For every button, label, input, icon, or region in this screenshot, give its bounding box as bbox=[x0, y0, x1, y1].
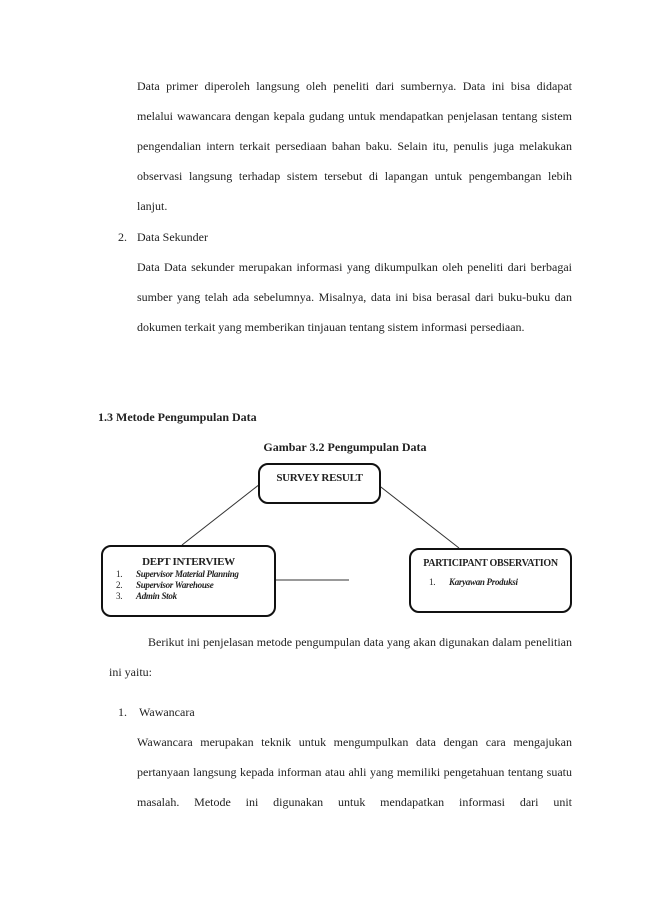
diagram-box-survey-result bbox=[258, 463, 381, 504]
box-item-list bbox=[429, 577, 570, 588]
paragraph-metode-intro: Berikut ini penjelasan metode pengumpulan data yang akan digunakan dalam penelitian ini yaitu: bbox=[109, 635, 572, 679]
paragraph-data-sekunder: Data Data sekunder merupakan informasi yang dikumpulkan oleh peneliti dari berbagai sumber yang telah ada sebelumnya. Misalnya, data ini bisa berasal dari buku-buku dan dokumen terkait yang memberikan tinjauan tentang sistem informasi persediaan. bbox=[137, 260, 572, 334]
box-item-list bbox=[116, 569, 274, 602]
list-item-wawancara bbox=[118, 704, 318, 720]
box-list-item: 1. Karyawan Produksi bbox=[429, 577, 518, 587]
box-list-item: 2. Supervisor Warehouse bbox=[116, 580, 214, 590]
box-title: DEPT INTERVIEW bbox=[142, 556, 235, 568]
diagram-box-participant-observation bbox=[409, 548, 572, 613]
box-list-item: 1. Supervisor Material Planning bbox=[116, 569, 239, 579]
box-title: SURVEY RESULT bbox=[276, 472, 363, 484]
connector-top-left bbox=[182, 484, 260, 545]
paragraph-data-primer: Data primer diperoleh langsung oleh peneliti dari sumbernya. Data ini bisa didapat melalui wawancara dengan kepala gudang untuk mendapatkan penjelasan tentang sistem pengendalian intern terkait persediaan bahan baku. Selain itu, penulis juga melakukan observasi langsung terhadap sistem tersebut di lapangan untuk pengembangan lebih lanjut. bbox=[137, 79, 572, 213]
list-number: 2. bbox=[118, 230, 127, 244]
diagram-box-dept-interview bbox=[101, 545, 276, 617]
box-list-item: 3. Admin Stok bbox=[116, 591, 177, 601]
section-heading: 1.3 Metode Pengumpulan Data bbox=[98, 410, 257, 424]
list-label: Wawancara bbox=[139, 705, 195, 719]
box-title: PARTICIPANT OBSERVATION bbox=[423, 558, 558, 569]
list-number: 1. bbox=[118, 705, 127, 719]
list-label: Data Sekunder bbox=[137, 230, 208, 244]
paragraph-wawancara: Wawancara merupakan teknik untuk mengumpulkan data dengan cara mengajukan pertanyaan langsung kepada informan atau ahli yang memiliki pengetahuan tentang suatu masalah. Metode ini digunakan untuk mendapatkan informasi dari unit bbox=[137, 735, 572, 809]
figure-caption: Gambar 3.2 Pengumpulan Data bbox=[263, 440, 427, 454]
connector-top-right bbox=[377, 484, 459, 548]
